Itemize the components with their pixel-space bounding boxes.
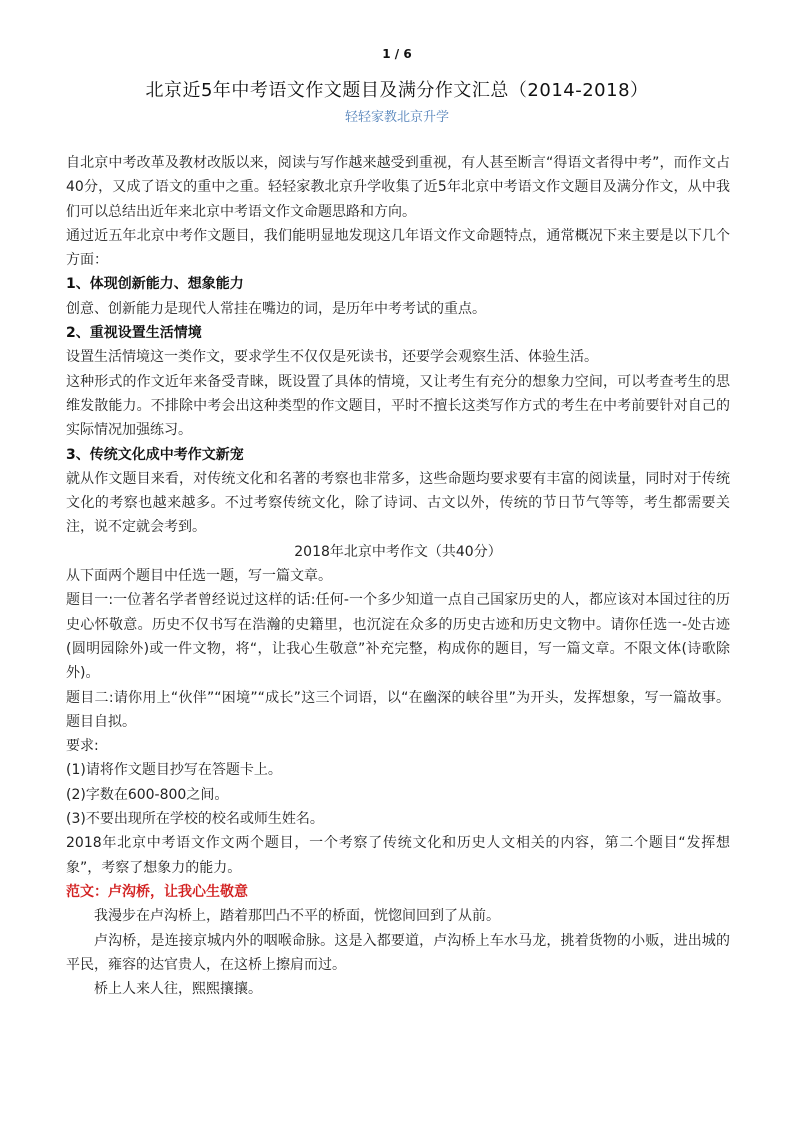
exam-topic-1: 题目一:一位著名学者曾经说过这样的话:任何-一个多少知道一点自己国家历史的人，都应该对本国过往的历史心怀敬意。历史不仅书写在浩瀚的史籍里，也沉淀在众多的历史古迹和历史文物中。请你任选一-处古迹(圆明园除外)或一件文物，将“，让我心生敬意”补充完整，构成你的题目，写一篇文章。不限文体(诗歌除外)。 <box>66 592 730 682</box>
essay-paragraph-2: 卢沟桥，是连接京城内外的咽喉命脉。这是入都要道，卢沟桥上车水马龙，挑着货物的小贩，进出城的平民，雍容的达官贵人，在这桥上擦肩而过。 <box>66 932 730 973</box>
requirement-2: (2)字数在600-800之间。 <box>66 786 229 803</box>
essay-paragraph-3: 桥上人来人往，熙熙攘攘。 <box>94 981 262 998</box>
essay-paragraph-1: 我漫步在卢沟桥上，踏着那凹凸不平的桥面，恍惚间回到了从前。 <box>94 908 500 925</box>
exam-topic-2: 题目二:请你用上“伙伴”“困境”“成长”这三个词语，以“在幽深的峡谷里”为开头，发挥想象，写一篇故事。题目自拟。 <box>66 689 730 730</box>
requirements-label: 要求: <box>66 738 99 755</box>
section-1-heading: 1、体现创新能力、想象能力 <box>66 276 244 293</box>
section-3-heading: 3、传统文化成中考作文新宠 <box>66 446 244 463</box>
section-3-paragraph: 就从作文题目来看，对传统文化和名著的考察也非常多，这些命题均要求要有丰富的阅读量，同时对于传统文化的考察也越来越多。不过考察传统文化，除了诗词、古文以外，传统的节日节气等等，考生都需要关注，说不定就会考到。 <box>66 470 730 536</box>
section-2-heading: 2、重视设置生活情境 <box>66 325 202 342</box>
intro-paragraph-2: 通过近五年北京中考作文题目，我们能明显地发现这几年语文作文命题特点，通常概况下来主要是以下几个方面： <box>66 227 730 269</box>
requirement-3: (3)不要出现所在学校的校名或师生姓名。 <box>66 811 324 828</box>
document-body <box>66 151 730 1001</box>
intro-paragraph-1: 自北京中考改革及教材改版以来，阅读与写作越来越受到重视，有人甚至断言“得语文者得中考”，而作文占40分，又成了语文的重中之重。轻轻家教北京升学收集了近5年北京中考语文作文题目及满分作文，从中我们可以总结出近年来北京中考语文作文命题思路和方向。 <box>66 155 730 220</box>
document-subtitle: 轻轻家教北京升学 <box>344 110 449 125</box>
exam-analysis: 2018年北京中考语文作文两个题目，一个考察了传统文化和历史人文相关的内容，第二个题目“发挥想象”，考察了想象力的能力。 <box>66 835 730 876</box>
page-number: 1 / 6 <box>382 47 412 61</box>
essay-heading: 范文：卢沟桥，让我心生敬意 <box>66 883 248 900</box>
section-2-paragraph-1: 设置生活情境这一类作文，要求学生不仅仅是死读书，还要学会观察生活、体验生活。 <box>66 349 598 366</box>
exam-2018-heading: 2018年北京中考作文（共40分） <box>294 543 502 560</box>
section-2-paragraph-2: 这种形式的作文近年来备受青睐，既设置了具体的情境，又让考生有充分的想象力空间，可以考查考生的思维发散能力。不排除中考会出这种类型的作文题目，平时不擅长这类写作方式的考生在中考前要针对自己的实际情况加强练习。 <box>66 373 730 439</box>
exam-instruction: 从下面两个题目中任选一题，写一篇文章。 <box>66 568 332 585</box>
section-1-paragraph: 创意、创新能力是现代人常挂在嘴边的词，是历年中考考试的重点。 <box>66 300 486 317</box>
document-title: 北京近5年中考语文作文题目及满分作文汇总（2014-2018） <box>145 80 649 101</box>
requirement-1: (1)请将作文题目抄写在答题卡上。 <box>66 762 282 779</box>
